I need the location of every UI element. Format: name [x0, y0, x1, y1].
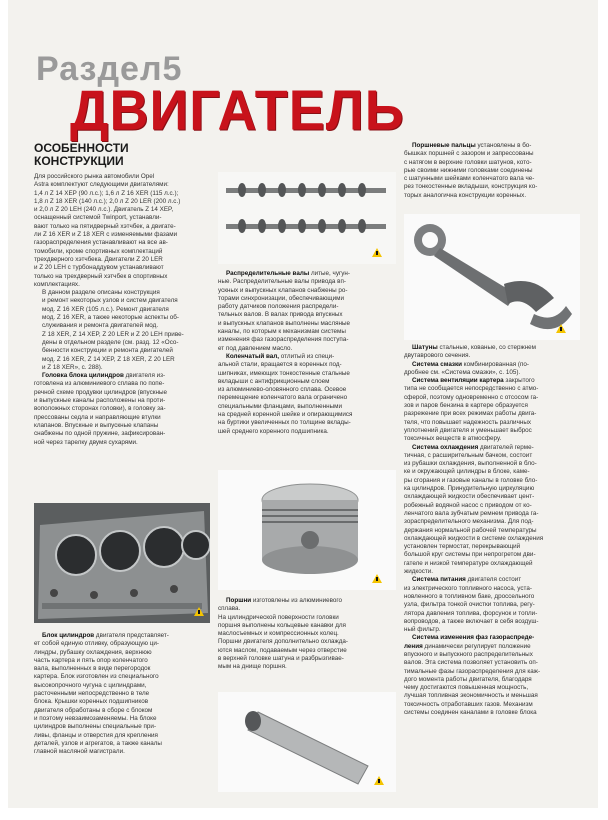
- column-3-bottom: [404, 344, 580, 717]
- text-line: лучшая топливная экономичность и меньшая: [404, 692, 538, 700]
- camshaft-text: литые, чугун-: [309, 270, 351, 277]
- vvt-text: динамически регулирует положение: [422, 642, 531, 650]
- text-line: 1,8 л Z 18 XER (140 л.с.); 2,0 л Z 20 LER (200 л.с.): [34, 197, 181, 205]
- text-line: ры сгорания и газовые каналы в головке бло-: [404, 476, 538, 484]
- piston-photo: [218, 470, 396, 590]
- text-line: На цилиндрической поверхности головки: [218, 613, 339, 621]
- text-line: ленчатого вала зубчатым ремнем привода га-: [404, 509, 539, 517]
- text-line: тимальные фазы газораспределения для каж-: [404, 667, 541, 675]
- text-line: перемещение коленчатого вала ограничено: [218, 394, 348, 402]
- text-line: бенности конструкции и ремонта двигателей: [42, 347, 173, 355]
- text-line: сплава.: [218, 605, 241, 613]
- lube-term: Система смазки: [412, 360, 463, 368]
- text-line: и 2,0 л Z 20 LEH (240 л.с.). Двигатель Z 14 XEP,: [34, 206, 174, 214]
- text-line: в верхней головке шатуна и разбрызгивае-: [218, 655, 344, 663]
- text-line: воположных сторонах головки), в головку за-: [34, 405, 166, 413]
- text-line: новленного в топливном баке, дроссельного: [404, 592, 535, 600]
- head-paragraph-first: [34, 372, 212, 380]
- text-line: Поршни двигателя дополнительно охлажда-: [218, 638, 348, 646]
- text-line: теля, что повышает надежность различных: [404, 418, 532, 426]
- crankshaft-term: Коленчатый вал,: [226, 352, 280, 360]
- text-line: ли Z 16 XER и Z 18 XER с изменяемыми фазами: [34, 231, 178, 239]
- text-line: зораспределительного механизма. Для под-: [404, 518, 534, 526]
- text-line: рые своими нижними головками соединены: [404, 166, 533, 174]
- text-line: типа не сообщается непосредственно с атмо-: [404, 385, 539, 393]
- piston-pin-photo: [218, 692, 396, 792]
- camshafts-photo: [218, 172, 396, 264]
- text-line: готовлена из алюминиевого сплава по попе-: [34, 380, 165, 388]
- column-2-bottom: [218, 597, 396, 672]
- text-line: картера. Блок изготовлен из специального: [34, 673, 159, 681]
- text-line: двутаврового сечения.: [404, 352, 471, 360]
- text-line: ке и окружающей цилиндры в блоке, каме-: [404, 468, 530, 476]
- text-line: и выпускных клапанов выполнены масляные: [218, 319, 351, 327]
- vvt-term-2: ления: [404, 642, 423, 650]
- text-line: сферой, поэтому одновременно с отсосом га-: [404, 393, 539, 401]
- text-line: зов и паров бензина в картере образуется: [404, 402, 528, 410]
- text-line: главной масляной магистрали.: [34, 748, 125, 756]
- section-heading-2: КОНСТРУКЦИИ: [34, 154, 124, 168]
- head-text: двигателя из-: [123, 372, 166, 380]
- text-line: тичная, с расширительным бачком, состоит: [404, 451, 533, 459]
- section-number: Раздел5: [36, 50, 183, 88]
- text-line: мод. Z 16 XER (105 л.с.). Ремонт двигателя: [42, 305, 169, 313]
- text-line: томобили, кроме спортивных комплектаций: [34, 247, 163, 255]
- text-line: ка цилиндров. Принудительную циркуляцию: [404, 485, 535, 493]
- text-line: мым на днище поршня.: [218, 663, 287, 671]
- text-line: держания нормальной рабочей температуры: [404, 526, 537, 534]
- text-line: тельных валов. В валах привода впускных: [218, 311, 343, 319]
- text-line: двигателя обработаны в сборе с блоком: [34, 706, 153, 714]
- vent-term: Система вентиляции картера: [412, 377, 504, 385]
- cool-paragraph: [404, 452, 580, 576]
- text-line: поршня выполнены кольцевые канавки для: [218, 621, 346, 629]
- camshaft-term: Распределительные валы: [226, 270, 310, 277]
- camshaft-paragraph: [218, 278, 396, 353]
- block-paragraph: [34, 640, 212, 756]
- text-line: охлаждающей жидкости обеспечивает цент-: [404, 493, 535, 501]
- text-line: рез тонкостенные вкладыши, конструкция ко-: [404, 183, 538, 191]
- text-line: с шатунными шейками коленчатого вала че-: [404, 175, 535, 183]
- rod-term: Шатуны: [412, 344, 438, 351]
- pin-text: установлены в бо-: [475, 142, 532, 149]
- text-line: каналы, по которым к механизмам системы: [218, 328, 346, 336]
- text-line: изменения фаз газораспределения поступа-: [218, 336, 349, 344]
- piston-text: изготовлены из алюминиевого: [251, 597, 343, 604]
- text-line: ускных и выпускных клапанов снабжены ро-: [218, 286, 348, 294]
- text-line: робежный водяной насос с приводом от ко-: [404, 501, 532, 509]
- text-line: и выпускные каналы расположены на проти-: [34, 397, 166, 405]
- text-line: специальными фланцами, выполненными: [218, 402, 343, 410]
- text-line: и поэтому невзаимозаменяемы. На блоке: [34, 714, 157, 722]
- text-line: газораспределения устанавливают на все ав-: [34, 239, 168, 247]
- text-line: расточенными непосредственно в теле: [34, 690, 150, 698]
- head-term: Головка блока цилиндров: [42, 372, 124, 380]
- text-line: часть картера и пять опор коленчатого: [34, 656, 148, 664]
- camshaft-paragraph-first: [218, 270, 396, 278]
- cool-text: двигателей герме-: [478, 443, 534, 451]
- text-line: речной схеме продувки цилиндров (впускные: [34, 388, 167, 396]
- text-line: гателе и низкой температуре охлаждающей: [404, 559, 533, 567]
- text-line: В данном разделе описаны конструкция: [42, 289, 160, 297]
- block-term: Блок цилиндров: [42, 632, 95, 639]
- crankshaft-text: отлитый из специ-: [279, 352, 335, 360]
- text-line: системы соединен каналами в головке блока: [404, 709, 537, 717]
- text-line: бышках поршней с зазором и запрессованы: [404, 150, 534, 158]
- pin-term: Поршневые пальцы: [412, 142, 476, 149]
- text-line: Для российского рынка автомобили Opel: [34, 173, 155, 180]
- text-line: мод. Z 16 XER, Z 14 XEP, Z 18 XER, Z 20 LER: [42, 355, 175, 363]
- intro-paragraph: [34, 173, 212, 289]
- engine-block-photo: [34, 503, 210, 623]
- crankshaft-paragraph: [218, 361, 396, 436]
- lube-paragraph: [404, 369, 580, 377]
- text-line: дого момента работы двигателя, благодаря: [404, 675, 532, 683]
- text-line: блока. Крышки коренных подшипников: [34, 698, 149, 706]
- text-line: линдры, рубашку охлаждения, верхнюю: [34, 648, 152, 656]
- text-line: Astra комплектуют следующими двигателями:: [34, 181, 169, 189]
- text-line: и Z 20 LEH с турбонаддувом устанавливают: [34, 264, 164, 272]
- text-line: дены в отдельном разделе (см. разд. 12 «Осо-: [42, 338, 179, 346]
- fuel-paragraph-first: [404, 576, 580, 584]
- text-line: из алюминиево-оловянного сплава. Осевое: [218, 386, 347, 394]
- column-1: [34, 142, 212, 447]
- text-line: снабжены по одной пружине, зафиксирован-: [34, 430, 166, 438]
- text-line: ной через тарелку двумя сухарями.: [34, 438, 138, 446]
- text-line: трехдверного хэтчбека. Двигатели Z 20 LER: [34, 255, 163, 263]
- text-line: служивания и ремонта двигателей мод.: [42, 322, 159, 330]
- text-line: вают только на пятидверный хэтчбек, а двигате-: [34, 222, 176, 230]
- piston-term: Поршни: [226, 597, 252, 604]
- text-line: чему достигаются повышенная мощность,: [404, 684, 529, 692]
- scope-paragraph: [34, 289, 212, 372]
- text-line: ет собой единую отливку, образующую ци-: [34, 640, 159, 648]
- text-line: с натягом в верхние головки шатунов, кото-: [404, 158, 532, 166]
- text-line: ет под давлением масло.: [218, 344, 293, 352]
- piston-paragraph-first: [218, 597, 396, 605]
- text-line: только на трехдверный хэтчбек в спортивных: [34, 272, 168, 280]
- text-line: ются маслом, подаваемым через отверстие: [218, 646, 347, 654]
- text-line: клапанов. Впускные и выпускные клапаны: [34, 421, 159, 429]
- text-line: торами синхронизации, обеспечивающими: [218, 294, 344, 302]
- text-line: на средней коренной шейке и опирающимися: [218, 411, 353, 419]
- text-line: узла, фильтра тонкой очистки топлива, регу-: [404, 601, 535, 609]
- text-line: маслосъемных и компрессионных колец.: [218, 630, 339, 638]
- text-line: оснащенный системой Twinport, устанавли-: [34, 214, 162, 222]
- column-1-bottom: [34, 632, 212, 756]
- vvt-paragraph-second: [404, 643, 580, 651]
- chapter-title: ДВИГАТЕЛЬ: [70, 79, 405, 143]
- text-line: ный фильтр.: [404, 626, 441, 634]
- text-line: альной стали, вращается в коренных под-: [218, 361, 342, 369]
- text-line: и Z 18 XER», с. 288).: [42, 363, 103, 371]
- rod-paragraph: [404, 352, 580, 360]
- text-line: шей среднего коренного подшипника.: [218, 427, 329, 435]
- right-margin: [598, 0, 608, 820]
- rod-text: стальные, кованые, со стержнем: [437, 344, 537, 351]
- text-line: мод. Z 16 XER, а также некоторые аспекты об-: [42, 314, 179, 322]
- text-line: токсичных веществ в атмосферу.: [404, 435, 502, 443]
- bottom-margin: [0, 808, 608, 820]
- left-margin: [0, 0, 8, 820]
- vvt-paragraph: [404, 651, 580, 717]
- lube-text: комбинированная (по-: [462, 360, 530, 368]
- text-line: 1,4 л Z 14 XEP (90 л.с.); 1,6 л Z 16 XER (115 л.с.);: [34, 189, 179, 197]
- fuel-term: Система питания: [412, 576, 466, 584]
- vent-paragraph: [404, 385, 580, 443]
- vvt-paragraph-first: [404, 634, 580, 642]
- text-line: валов. Эта система позволяет установить оп-: [404, 659, 538, 667]
- section-heading-1: ОСОБЕННОСТИ: [34, 141, 129, 155]
- text-line: установлен термостат, перекрывающий: [404, 543, 521, 551]
- text-line: на буртики увеличенных по толщине вклады-: [218, 419, 351, 427]
- text-line: дробнее см. «Система смазки», с. 105).: [404, 368, 521, 376]
- text-line: большой круг системы при непрогретом дви-: [404, 551, 536, 559]
- text-line: жидкости.: [404, 568, 434, 576]
- text-line: лятора давления топлива, форсунок и топли-: [404, 609, 538, 617]
- text-line: прессованы седла и направляющие втулки: [34, 413, 161, 421]
- rod-paragraph-first: [404, 344, 580, 352]
- fuel-text: двигателя состоит: [465, 576, 522, 584]
- text-line: высокопрочного чугуна с цилиндрами,: [34, 681, 147, 689]
- pin-paragraph: [404, 150, 580, 200]
- text-line: цилиндров выполнены специальные при-: [34, 723, 157, 731]
- block-text: двигателя представляет-: [94, 632, 169, 639]
- text-line: торых аналогична конструкции коренных.: [404, 191, 527, 199]
- text-line: Z 18 XER, Z 14 XEP, Z 20 LER и Z 20 LEH приве-: [42, 330, 184, 338]
- text-line: из рубашки охлаждения, выполненной в бло-: [404, 460, 537, 468]
- vent-text: закрытого: [503, 377, 535, 385]
- fuel-paragraph: [404, 585, 580, 635]
- text-line: токсичность отработавших газов. Механизм: [404, 700, 533, 708]
- piston-paragraph: [218, 605, 396, 671]
- text-line: охлаждающей жидкости в системе охлаждения: [404, 534, 544, 542]
- text-line: работу датчиков положения распредели-: [218, 303, 339, 311]
- column-2: [218, 270, 396, 436]
- text-line: комплектациях.: [34, 280, 80, 288]
- text-line: впускного и выпускного распределительных: [404, 650, 533, 658]
- text-line: уплотнений двигателя и уменьшает выброс: [404, 426, 532, 434]
- column-3: [404, 142, 580, 200]
- cool-term: Система охлаждения: [412, 443, 479, 451]
- text-line: ные. Распределительные валы привода вп-: [218, 278, 346, 286]
- connecting-rod-photo: [404, 214, 580, 340]
- text-line: разрежение при всех режимах работы двига-: [404, 410, 537, 418]
- lube-paragraph-first: [404, 361, 580, 369]
- text-line: ливы, фланцы и отверстия для крепления: [34, 731, 158, 739]
- text-line: вкладыши с антифрикционным слоем: [218, 377, 330, 385]
- vvt-term: Система изменения фаз газораспреде-: [412, 634, 535, 642]
- text-line: из электрического топливного насоса, уста-: [404, 584, 532, 592]
- text-line: шипниках, имеющих тонкостенные стальные: [218, 369, 350, 377]
- text-line: деталей, узлов и агрегатов, а также каналы: [34, 739, 162, 747]
- text-line: и ремонт некоторых узлов и систем двигателя: [42, 297, 178, 305]
- text-line: вопроводов, а также включает в себя воздуш-: [404, 617, 539, 625]
- head-paragraph: [34, 380, 212, 446]
- cool-paragraph-first: [404, 444, 580, 452]
- text-line: вала, выполненных в виде перегородок: [34, 665, 151, 673]
